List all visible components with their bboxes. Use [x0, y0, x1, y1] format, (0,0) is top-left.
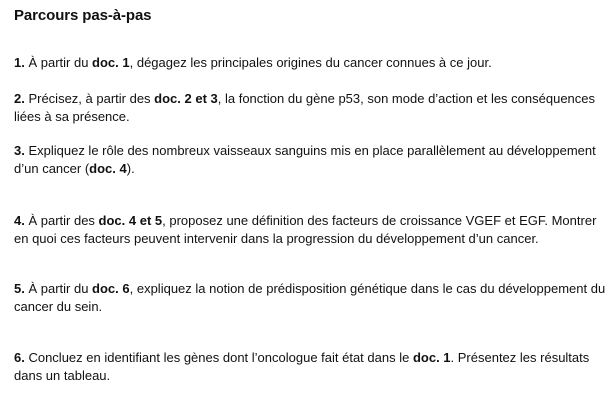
- question-text: , expliquez la notion de prédisposition génétique dans le cas du développement du cancer du sein.: [14, 281, 606, 314]
- question-text: À partir du: [24, 55, 93, 70]
- question-text: Concluez en identifiant les gènes dont l’oncologue fait état dans le: [24, 350, 413, 365]
- question-text: À partir du: [24, 281, 93, 296]
- question-2: [14, 90, 606, 126]
- question-text: , dégagez les principales origines du cancer connues à ce jour.: [129, 55, 492, 70]
- question-text: ).: [126, 161, 135, 176]
- doc-reference: doc. 2 et 3: [154, 91, 218, 106]
- question-text: Expliquez le rôle des nombreux vaisseaux sanguins mis en place parallèlement au développement d’un cancer (: [14, 143, 596, 176]
- question-number: 3.: [14, 143, 25, 158]
- question-text: , proposez une définition des facteurs de croissance VGEF et EGF. Montrer en quoi ces facteurs peuvent intervenir dans la progression du développement d’un cancer.: [14, 213, 597, 246]
- question-number: 1.: [14, 55, 25, 70]
- question-6: [14, 349, 606, 385]
- question-text: . Présentez les résultats dans un tableau.: [14, 350, 590, 383]
- question-number: 2.: [14, 91, 25, 106]
- doc-reference: doc. 1: [412, 350, 451, 365]
- question-number: 4.: [14, 213, 25, 228]
- doc-reference: doc. 4: [89, 161, 127, 176]
- question-3: [14, 142, 606, 178]
- question-5: [14, 280, 606, 316]
- question-text: À partir des: [24, 213, 99, 228]
- question-4: [14, 212, 606, 248]
- question-text: Précisez, à partir des: [24, 91, 155, 106]
- doc-reference: doc. 1: [92, 55, 130, 70]
- question-number: 6.: [14, 350, 25, 365]
- question-1: [14, 54, 606, 72]
- doc-reference: doc. 4 et 5: [98, 213, 163, 228]
- question-text: , la fonction du gène p53, son mode d’action et les conséquences liées à sa présence.: [14, 91, 596, 124]
- question-number: 5.: [14, 281, 25, 296]
- page-title: Parcours pas-à-pas: [14, 7, 152, 24]
- doc-reference: doc. 6: [92, 281, 130, 296]
